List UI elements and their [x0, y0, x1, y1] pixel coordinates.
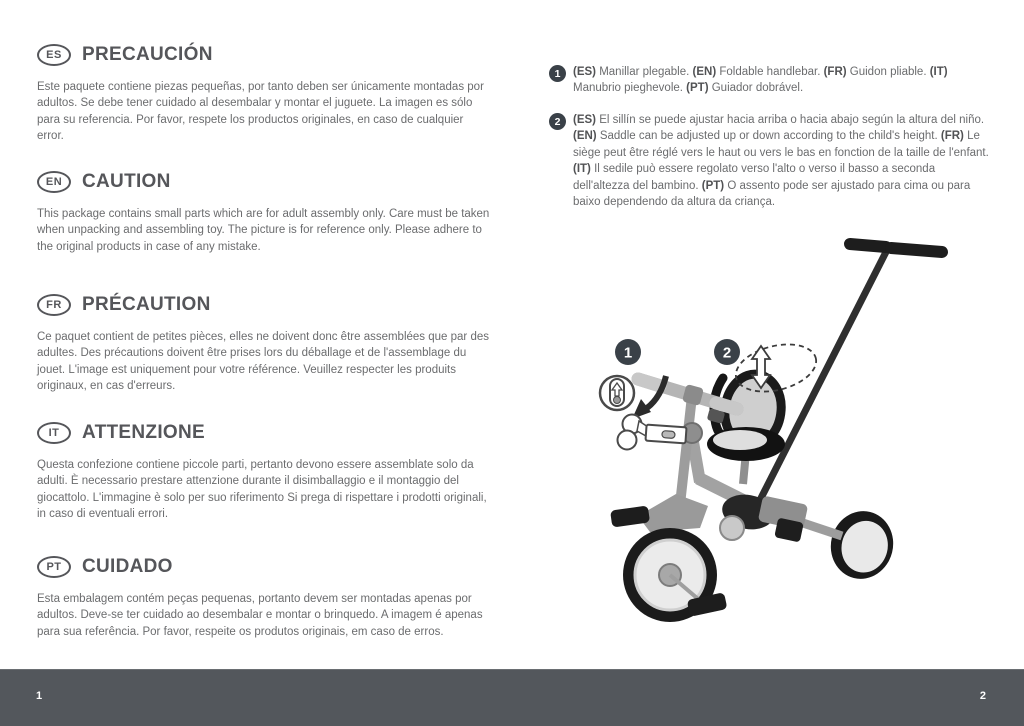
section-pt-body: Esta embalagem contém peças pequenas, portanto devem ser montadas apenas por adultos. Deve-se ter cuidado ao desembalar e montar o brinquedo. A imagem é apenas para sua referência. Por favor, respeite os produtos originais, em caso de erros.	[37, 593, 483, 638]
section-es	[37, 44, 492, 145]
latch-detail-shape	[618, 415, 687, 450]
page-number-right: 2	[979, 690, 986, 702]
page-number-left: 1	[36, 690, 43, 702]
section-pt-header	[37, 556, 492, 578]
note-1-number-badge: 1	[549, 65, 566, 82]
figure-callout-2	[714, 339, 740, 365]
section-pt-title: CUIDADO	[82, 556, 173, 577]
footer-bar	[0, 669, 1024, 726]
section-fr	[37, 294, 492, 395]
section-it	[37, 422, 492, 523]
svg-text:1: 1	[623, 344, 633, 362]
lang-badge-pt: PT	[37, 556, 71, 578]
section-es-title: PRECAUCIÓN	[82, 44, 213, 65]
section-en	[37, 171, 492, 255]
section-it-body: Questa confezione contiene piccole parti, pertanto devono essere assemblate solo da adulti. È necessario prestare attenzione durante il disimballaggio e il montaggio del giocattolo. L'immagine è solo per suo riferimento Si prega di rispettare i prodotti originali, in caso di eventuali errori.	[37, 459, 487, 521]
lang-badge-it: IT	[37, 422, 71, 444]
note-2-text: (ES) El sillín se puede ajustar hacia arriba o hacia abajo según la altura del niño. (EN) Saddle can be adjusted up or down according to the child's height. (FR) Le siège peut être réglé vers le haut ou vers le bas en fonction de la taille de l'enfant. (IT) Il sedile può essere regolato verso l'alto o verso il basso a seconda dell'altezza del bambino. (PT) O assento pode ser ajustado para cima ou para baixo dependendo da altura da criança.	[573, 114, 989, 209]
spring-pin-icon	[600, 376, 634, 410]
seat-shape	[707, 370, 786, 461]
section-it-header	[37, 422, 492, 444]
note-2-number-badge: 2	[549, 113, 566, 130]
section-it-title: ATTENZIONE	[82, 422, 205, 443]
section-es-body: Este paquete contiene piezas pequeñas, por tanto deben ser únicamente montadas por adultos. Se debe tener cuidado al desembalar y montar el juguete. La imagen es sólo para su referencia. Por favor, respete los productos originales, en caso de cualquier error.	[37, 81, 484, 143]
svg-text:2: 2	[722, 344, 732, 362]
rear-wheel-shape	[824, 505, 901, 586]
section-es-header	[37, 44, 492, 66]
lang-badge-en: EN	[37, 171, 71, 193]
note-1	[549, 64, 993, 97]
push-rod-shape	[758, 244, 942, 504]
section-fr-header	[37, 294, 492, 316]
tricycle-illustration	[580, 228, 1000, 648]
section-en-header	[37, 171, 492, 193]
note-1-text: (ES) Manillar plegable. (EN) Foldable handlebar. (FR) Guidon pliable. (IT) Manubrio pieghevole. (PT) Guiador dobrável.	[573, 66, 948, 95]
section-en-body: This package contains small parts which are for adult assembly only. Care must be taken when unpacking and assembling toy. The picture is for reference only. Please adhere to the original products in case of any mistake.	[37, 208, 490, 253]
lang-badge-es: ES	[37, 44, 71, 66]
section-en-title: CAUTION	[82, 171, 171, 192]
section-fr-body: Ce paquet contient de petites pièces, elles ne doivent donc être assemblées que par des adultes. Des précautions doivent être prises lors du déballage et de l'assemblage du jouet. L'image est uniquement pour votre référence. Veuillez respecter les produits originaux, en cas d'erreurs.	[37, 331, 489, 393]
figure-callout-1	[615, 339, 641, 365]
lang-badge-fr: FR	[37, 294, 71, 316]
note-2	[549, 112, 993, 210]
section-pt	[37, 556, 492, 640]
section-fr-title: PRÉCAUTION	[82, 294, 211, 315]
